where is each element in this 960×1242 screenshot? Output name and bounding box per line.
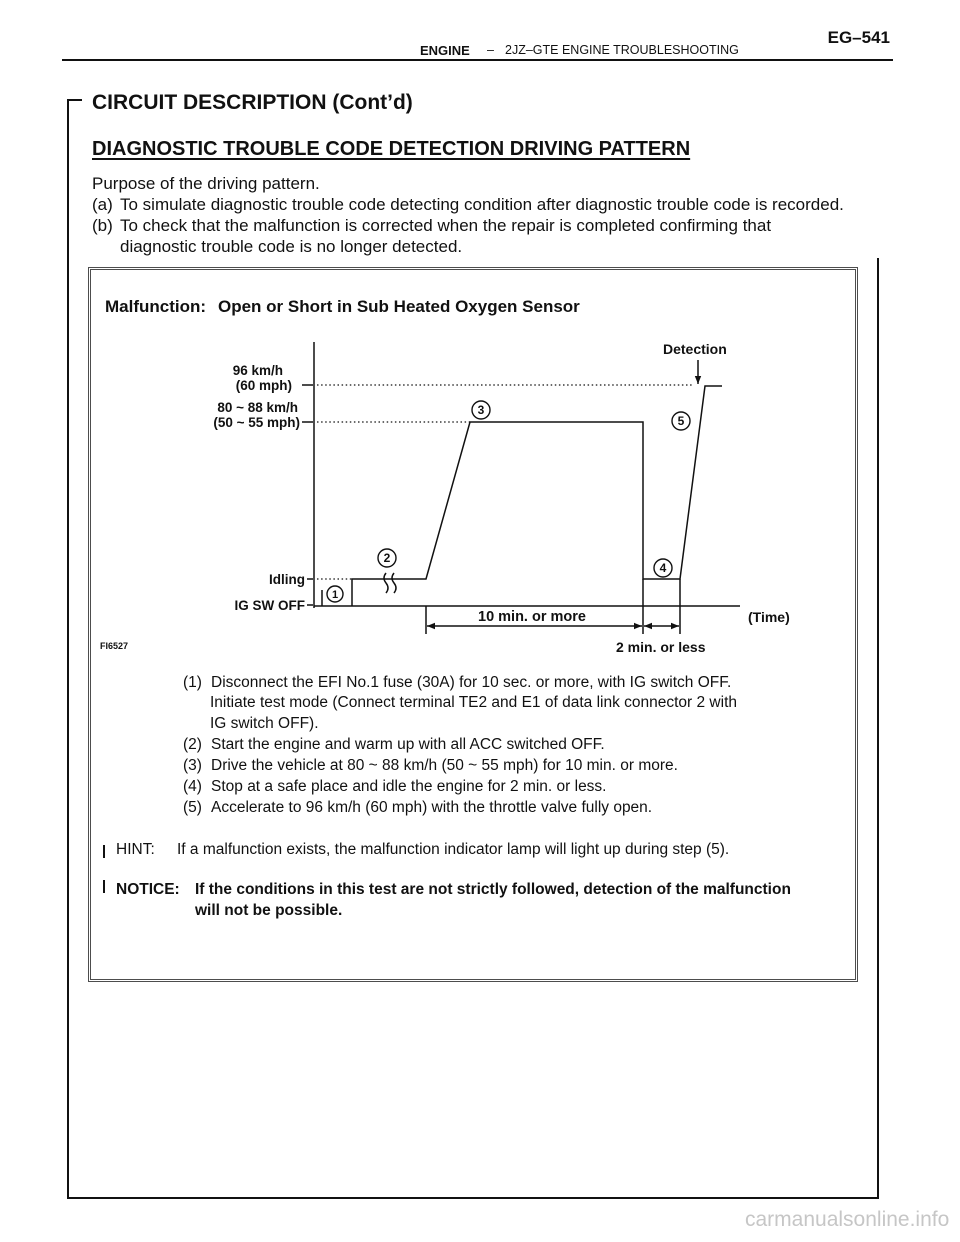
step-2-marker: (2)	[183, 736, 202, 753]
notice-text: If the conditions in this test are not strictly followed, detection of the malfunction	[195, 881, 791, 898]
step-marker-2-label: 2	[383, 551, 391, 565]
step-1-text-cont-1: Initiate test mode (Connect terminal TE2 and E1 of data link connector 2 with	[210, 694, 737, 711]
frame-top-tick	[67, 99, 82, 101]
step-1-text-cont-2: IG switch OFF).	[210, 715, 319, 732]
frame-right-line	[877, 258, 879, 1199]
step-1-marker: (1)	[183, 674, 202, 691]
page-code: EG–541	[827, 28, 890, 47]
revision-mark-notice	[103, 880, 105, 893]
driving-pattern-diagram	[185, 335, 805, 660]
speed-label-high-mph: (60 mph)	[235, 378, 292, 393]
purpose-item-b-text-cont: diagnostic trouble code is no longer detected.	[120, 237, 463, 256]
step-marker-3-label: 3	[477, 403, 485, 417]
step-2-text: Start the engine and warm up with all ACC switched OFF.	[211, 736, 605, 753]
speed-label-high-kmh: 96 km/h	[232, 363, 283, 378]
header-section: ENGINE	[420, 43, 470, 58]
malfunction-label: Malfunction:	[105, 297, 207, 316]
time-axis-label: (Time)	[748, 609, 790, 625]
step-4-text: Stop at a safe place and idle the engine for 2 min. or less.	[211, 778, 607, 795]
duration-short-label: 2 min. or less	[616, 639, 706, 655]
step-marker-1-label: 1	[331, 589, 339, 601]
purpose-item-a-marker: (a)	[92, 195, 113, 214]
section-subtitle: DIAGNOSTIC TROUBLE CODE DETECTION DRIVING PATTERN	[92, 138, 691, 160]
header-subsection: 2JZ–GTE ENGINE TROUBLESHOOTING	[505, 43, 739, 57]
malfunction-text: Open or Short in Sub Heated Oxygen Sensor	[218, 297, 580, 316]
revision-mark-hint	[103, 845, 105, 858]
purpose-intro: Purpose of the driving pattern.	[92, 174, 320, 193]
step-marker-1	[327, 586, 343, 602]
hint-label: HINT:	[116, 841, 155, 858]
figure-id: FI6527	[100, 641, 129, 651]
step-marker-5	[672, 412, 690, 430]
purpose-item-b-text: To check that the malfunction is corrected when the repair is completed confirming that	[120, 216, 772, 235]
step-marker-5-label: 5	[677, 414, 685, 428]
duration-long-label: 10 min. or more	[478, 609, 586, 625]
frame-bottom-line	[67, 1197, 879, 1199]
step-5-text: Accelerate to 96 km/h (60 mph) with the throttle valve fully open.	[211, 799, 653, 816]
step-marker-4	[654, 559, 672, 577]
speed-label-mid-kmh: 80 ~ 88 km/h	[217, 400, 298, 415]
step-3-text: Drive the vehicle at 80 ~ 88 km/h (50 ~ 55 mph) for 10 min. or more.	[211, 757, 678, 774]
time-break-squiggle	[384, 573, 396, 593]
notice-label: NOTICE:	[116, 881, 180, 898]
section-title: CIRCUIT DESCRIPTION (Cont’d)	[92, 91, 413, 114]
notice-text-cont: will not be possible.	[195, 902, 343, 919]
watermark: carmanualsonline.info	[745, 1208, 950, 1231]
step-5-marker: (5)	[183, 799, 202, 816]
step-3-marker: (3)	[183, 757, 202, 774]
speed-label-mid-mph: (50 ~ 55 mph)	[213, 415, 300, 430]
step-marker-3	[472, 401, 490, 419]
frame-left-line	[67, 100, 69, 1199]
header-rule	[62, 59, 893, 61]
purpose-item-a-text: To simulate diagnostic trouble code detecting condition after diagnostic trouble code is recorded.	[120, 195, 844, 214]
step-marker-2	[378, 549, 396, 567]
header-separator: –	[487, 43, 494, 57]
step-4-marker: (4)	[183, 778, 202, 795]
detection-label: Detection	[663, 341, 727, 357]
hint-text: If a malfunction exists, the malfunction indicator lamp will light up during step (5).	[177, 841, 730, 858]
speed-label-idle: Idling	[269, 572, 305, 587]
step-1-text: Disconnect the EFI No.1 fuse (30A) for 10 sec. or more, with IG switch OFF.	[211, 674, 732, 691]
purpose-item-b-marker: (b)	[92, 216, 113, 235]
step-marker-4-label: 4	[659, 561, 667, 575]
speed-label-ig-off: IG SW OFF	[234, 598, 305, 613]
